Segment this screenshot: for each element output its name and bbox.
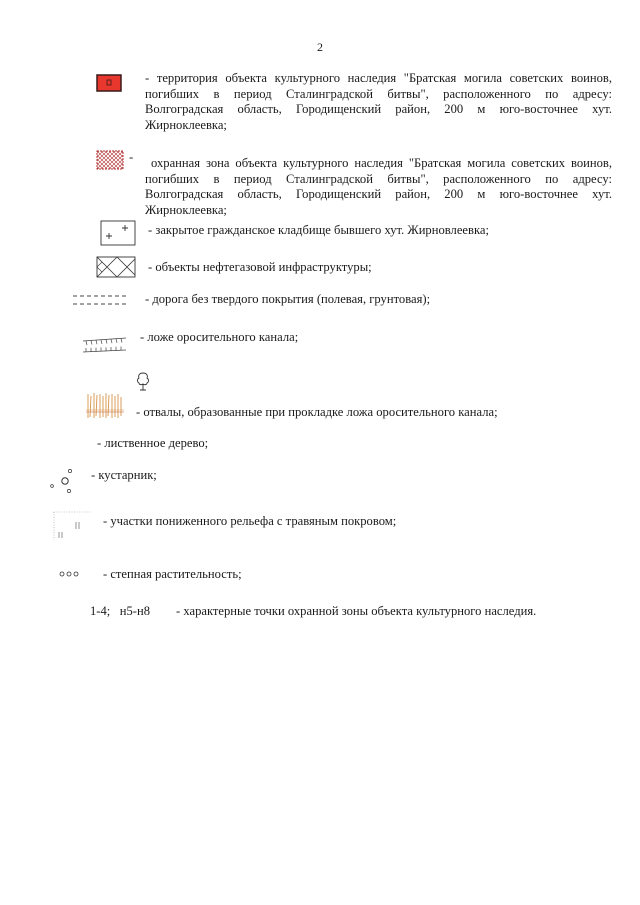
irrigation-canal-bed-icon xyxy=(82,337,128,355)
oil-gas-infrastructure-icon xyxy=(96,256,136,278)
legend-item-text: - территория объекта культурного наследия "Братская могила советских воинов, погибших в период Сталинградской битвы", расположенного по адресу: Волгоградская область, Городищенский район, 200 м юго-восточнее хут. Жирноклеевка; xyxy=(145,71,612,132)
shrub-icon xyxy=(48,466,82,498)
points-label: 1-4; н5-н8 xyxy=(90,604,150,618)
legend-item-text: - дорога без твердого покрытия (полевая, грунтовая); xyxy=(145,292,431,306)
legend-item-text: - ложе оросительного канала; xyxy=(140,330,299,344)
spoil-heaps-icon xyxy=(84,392,128,420)
legend-item-text: - участки пониженного рельефа с травяным покровом; xyxy=(103,514,397,528)
points-note-text: - характерные точки охранной зоны объекта культурного наследия. xyxy=(176,604,537,618)
closed-cemetery-icon xyxy=(100,220,136,246)
deciduous-tree-icon xyxy=(136,371,150,391)
steppe-vegetation-icon xyxy=(58,568,84,580)
cultural-heritage-territory-icon xyxy=(96,74,122,92)
legend-item-text: - кустарник; xyxy=(91,468,157,482)
legend-item-text: охранная зона объекта культурного наследия "Братская могила советских воинов, погибших в период Сталинградской битвы", расположенного по адресу: Волгоградская область, Городищенский район, 200 м юго-восточнее хут. Жирноклеевка; xyxy=(145,156,612,217)
protection-zone-icon xyxy=(96,150,124,170)
legend-item-text: - степная растительность; xyxy=(103,567,242,581)
legend-item-text: - объекты нефтегазовой инфраструктуры; xyxy=(148,260,372,274)
page-number: 2 xyxy=(317,40,323,54)
low-relief-grass-icon xyxy=(52,510,92,542)
legend-item-text: - отвалы, образованные при прокладке ложа оросительного канала; xyxy=(136,405,498,419)
legend-item-text: - закрытое гражданское кладбище бывшего хут. Жирновлеевка; xyxy=(148,223,489,237)
dirt-road-icon xyxy=(72,293,130,307)
legend-item-text: - лиственное дерево; xyxy=(97,436,209,450)
legend-item-dash: - xyxy=(129,150,134,164)
